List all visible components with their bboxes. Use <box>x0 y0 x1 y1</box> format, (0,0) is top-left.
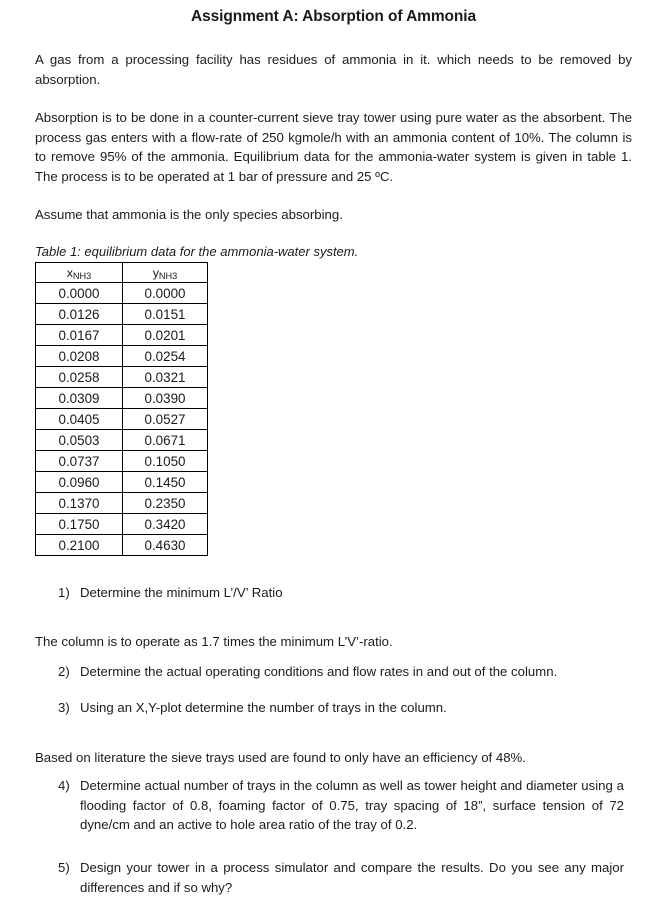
cell-x: 0.0258 <box>36 367 123 388</box>
table-row <box>36 409 208 430</box>
cell-y: 0.0321 <box>123 367 208 388</box>
cell-x: 0.0960 <box>36 472 123 493</box>
cell-y: 0.4630 <box>123 535 208 556</box>
cell-x: 0.0208 <box>36 346 123 367</box>
column-header-y-subscript: NH3 <box>158 270 178 281</box>
paragraph-ratio-note: The column is to operate as 1.7 times the minimum L’V’-ratio. <box>35 634 393 649</box>
column-header-x-subscript: NH3 <box>72 270 92 281</box>
cell-x: 0.0503 <box>36 430 123 451</box>
cell-y: 0.1050 <box>123 451 208 472</box>
question-item-2 <box>58 662 632 682</box>
column-header-y-symbol: y <box>152 265 159 280</box>
cell-x: 0.1750 <box>36 514 123 535</box>
paragraph-assumption: Assume that ammonia is the only species absorbing. <box>35 207 343 222</box>
equilibrium-data-table <box>35 262 208 556</box>
question-item-4 <box>58 776 624 835</box>
table-header-row <box>36 263 208 283</box>
table-row <box>36 514 208 535</box>
cell-y: 0.0201 <box>123 325 208 346</box>
paragraph-efficiency-note: Based on literature the sieve trays used are found to only have an efficiency of 48%. <box>35 750 526 765</box>
table-caption: Table 1: equilibrium data for the ammonia-water system. <box>35 244 359 259</box>
question-text-5: Design your tower in a process simulator and compare the results. Do you see any major differences and if so why? <box>80 860 624 895</box>
paragraph-intro: A gas from a processing facility has residues of ammonia in it. which needs to be removed by absorption. <box>35 52 632 87</box>
question-number-1: 1) <box>58 585 70 600</box>
question-text-2: Determine the actual operating conditions and flow rates in and out of the column. <box>80 664 558 679</box>
cell-y: 0.0000 <box>123 283 208 304</box>
cell-x: 0.2100 <box>36 535 123 556</box>
cell-y: 0.0671 <box>123 430 208 451</box>
question-number-3: 3) <box>58 700 70 715</box>
cell-y: 0.2350 <box>123 493 208 514</box>
table-row <box>36 430 208 451</box>
question-text-3: Using an X,Y-plot determine the number of trays in the column. <box>80 700 447 715</box>
table-row <box>36 346 208 367</box>
question-item-5 <box>58 858 624 897</box>
question-number-4: 4) <box>58 778 70 793</box>
cell-x: 0.0126 <box>36 304 123 325</box>
table-row <box>36 283 208 304</box>
question-text-1: Determine the minimum L’/V’ Ratio <box>80 585 283 600</box>
table-row <box>36 367 208 388</box>
cell-y: 0.0151 <box>123 304 208 325</box>
question-number-2: 2) <box>58 664 70 679</box>
table-row <box>36 304 208 325</box>
cell-y: 0.3420 <box>123 514 208 535</box>
cell-x: 0.0405 <box>36 409 123 430</box>
table-row <box>36 472 208 493</box>
cell-x: 0.0167 <box>36 325 123 346</box>
cell-y: 0.0390 <box>123 388 208 409</box>
cell-x: 0.1370 <box>36 493 123 514</box>
table-row <box>36 535 208 556</box>
table-row <box>36 493 208 514</box>
cell-x: 0.0000 <box>36 283 123 304</box>
cell-y: 0.1450 <box>123 472 208 493</box>
cell-y: 0.0527 <box>123 409 208 430</box>
column-header-y <box>123 263 208 283</box>
question-text-4: Determine actual number of trays in the column as well as tower height and diameter using a flooding factor of 0.8, foaming factor of 0.75, tray spacing of 18”, surface tension of 72 dyne/cm and an active to hole area ratio of the tray of 0.2. <box>80 778 624 832</box>
question-item-3 <box>58 698 632 718</box>
cell-x: 0.0737 <box>36 451 123 472</box>
column-header-x-symbol: x <box>66 265 73 280</box>
table-row <box>36 325 208 346</box>
page-title: Assignment A: Absorption of Ammonia <box>191 8 476 25</box>
table-row <box>36 388 208 409</box>
column-header-x <box>36 263 123 283</box>
paragraph-setup: Absorption is to be done in a counter-current sieve tray tower using pure water as the absorbent. The process gas enters with a flow-rate of 250 kgmole/h with an ammonia content of 10%. The column is to remove 95% of the ammonia. Equilibrium data for the ammonia-water system is given in table 1. The process is to be operated at 1 bar of pressure and 25 ºC. <box>35 110 632 184</box>
question-number-5: 5) <box>58 860 70 875</box>
table-row <box>36 451 208 472</box>
cell-y: 0.0254 <box>123 346 208 367</box>
question-item-1 <box>58 583 632 603</box>
cell-x: 0.0309 <box>36 388 123 409</box>
